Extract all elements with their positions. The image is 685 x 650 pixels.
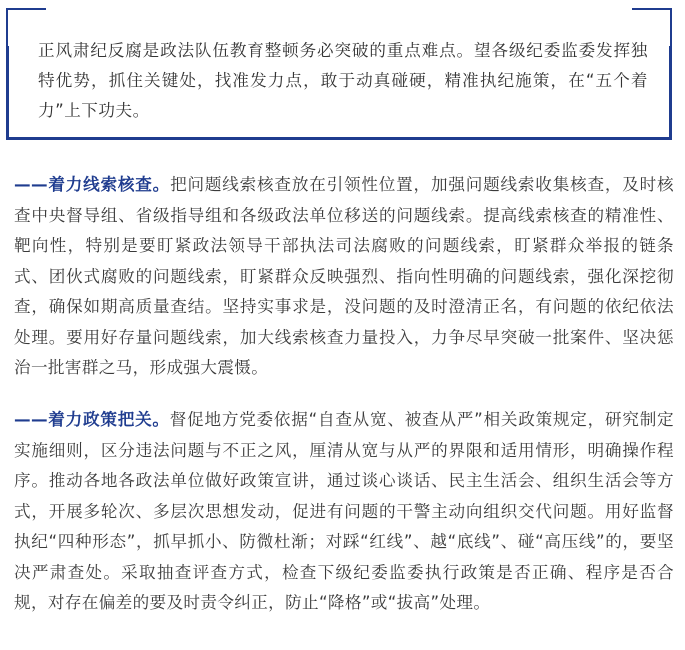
section-policy-control — [14, 405, 674, 619]
section-body: 把问题线索核查放在引领性位置，加强问题线索收集核查，及时核查中央督导组、省级指导组和各级政法单位移送的问题线索。提高线索核查的精准性、靶向性，特别是要盯紧政法领导干部执法司法腐败的问题线索，盯紧群众举报的链条式、团伙式腐败的问题线索，盯紧群众反映强烈、指向性明确的问题线索，强化深挖彻查，确保如期高质量查结。坚持实事求是，没问题的及时澄清正名，有问题的依纪依法处理。要用好存量问题线索，加大线索核查力量投入，力争尽早突破一批案件、坚决惩治一批害群之马，形成强大震慑。 — [14, 175, 674, 377]
section-body: 督促地方党委依据“自查从宽、被查从严”相关政策规定，研究制定实施细则，区分违法问题与不正之风，厘清从宽与从严的界限和适用情形，明确操作程序。推动各地各政法单位做好政策宣讲，通过谈心谈话、民主生活会、组织生活会等方式，开展多轮次、多层次思想发动，促进有问题的干警主动向组织交代问题。用好监督执纪“四种形态”，抓早抓小、防微杜渐；对踩“红线”、越“底线”、碰“高压线”的，要坚决严肃查处。采取抽查评查方式，检查下级纪委监委执行政策是否正确、程序是否合规，对存在偏差的要及时责令纠正，防止“降格”或“拔高”处理。 — [14, 410, 674, 612]
section-heading: ——着力线索核查。 — [14, 175, 171, 194]
intro-paragraph: 正风肃纪反腐是政法队伍教育整顿务必突破的重点难点。望各级纪委监委发挥独特优势，抓住关键处，找准发力点，敢于动真碰硬，精准执纪施策，在“五个着力”上下功夫。 — [38, 41, 648, 120]
section-clue-verification — [14, 170, 674, 384]
section-heading: ——着力政策把关。 — [14, 410, 170, 429]
